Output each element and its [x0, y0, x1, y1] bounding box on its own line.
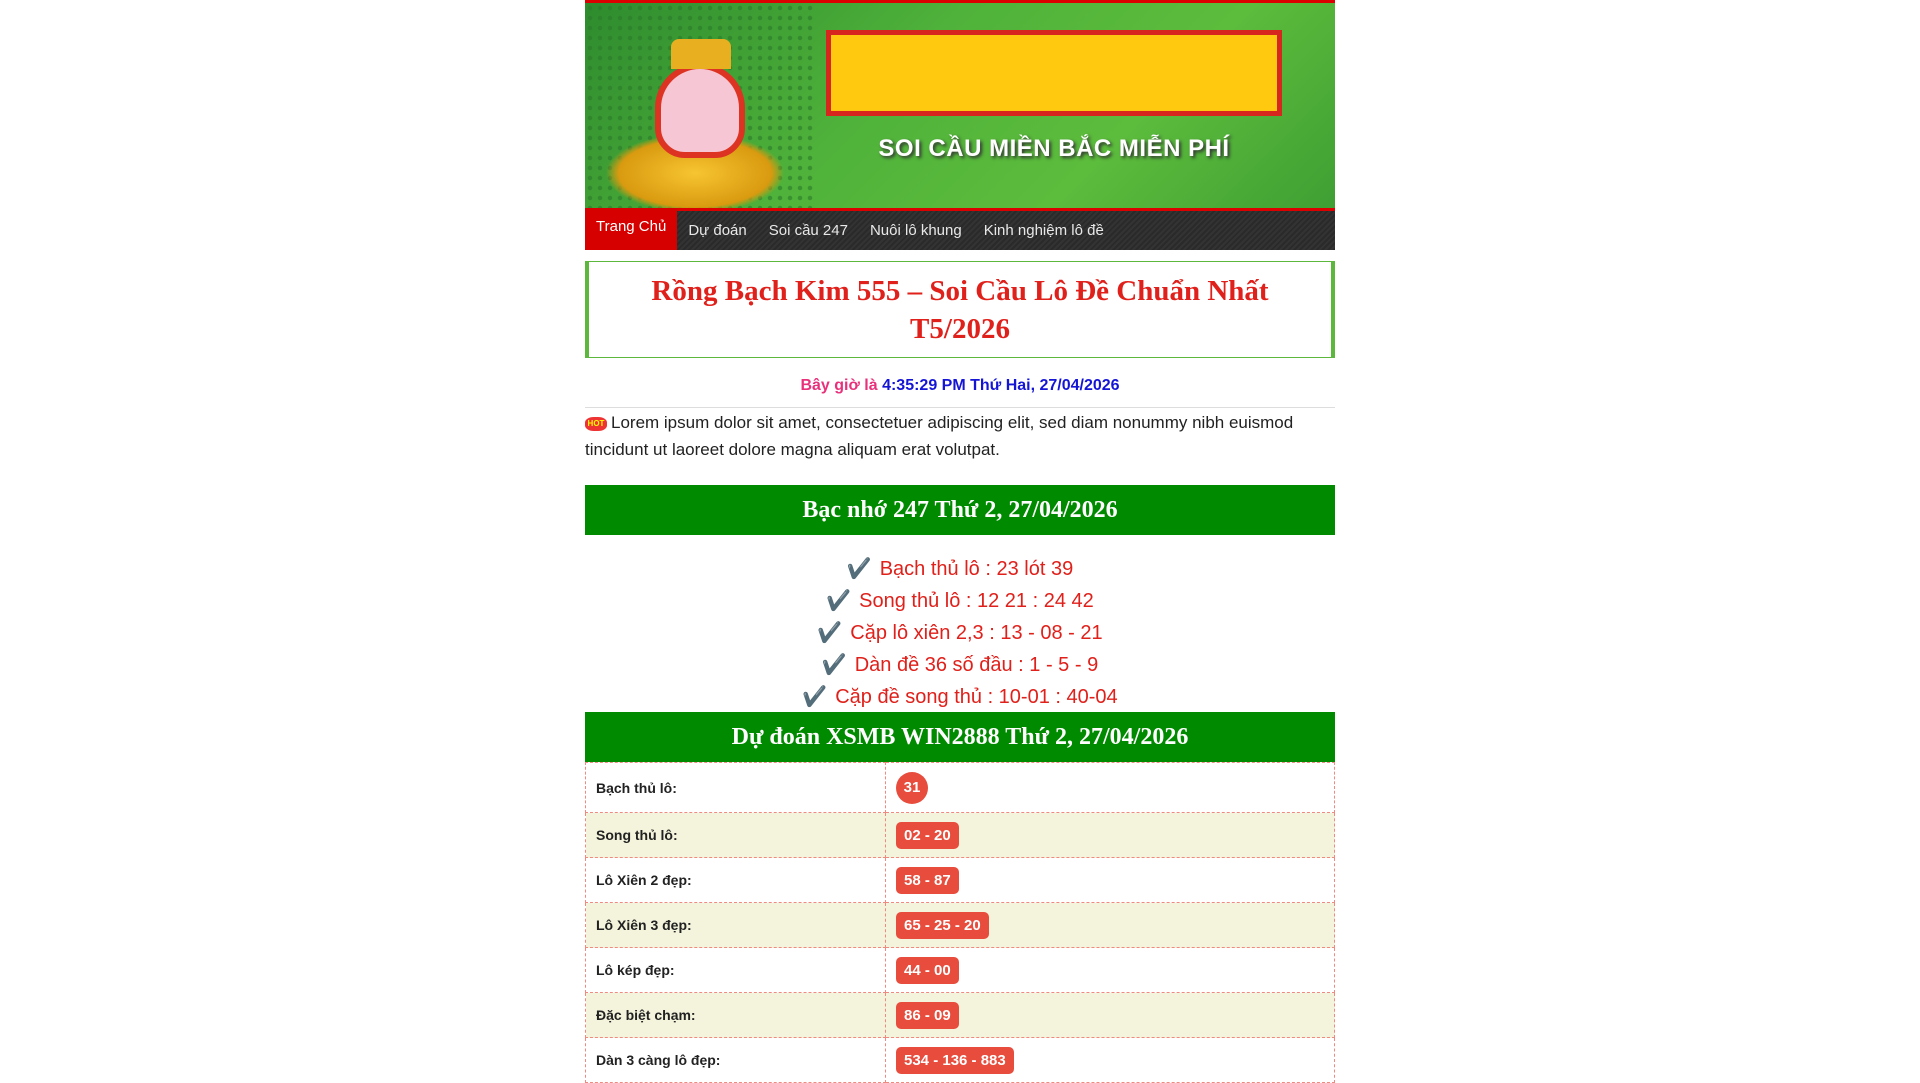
item-text: Bạch thủ lô : 23 lót 39	[879, 558, 1074, 580]
current-time	[585, 358, 1335, 408]
banner-slogan: SOI CẦU MIỀN BẮC MIỄN PHÍ	[878, 135, 1230, 162]
page-title: Rồng Bạch Kim 555 – Soi Cầu Lô Đề Chuẩn Nhất T5/2026	[585, 261, 1335, 358]
main-nav	[585, 208, 1335, 250]
intro-text	[585, 408, 1335, 485]
table-row	[586, 993, 1335, 1038]
list-item	[585, 617, 1335, 649]
nav-kinh-nghiem[interactable]: Kinh nghiệm lô đề	[983, 222, 1104, 239]
banner-ad-box	[826, 30, 1282, 116]
page	[585, 0, 1335, 1083]
bac-nho-heading: Bạc nhớ 247 Thứ 2, 27/04/2026	[585, 485, 1335, 535]
value-badge: 65 - 25 - 20	[896, 912, 989, 939]
value-badge: 31	[896, 772, 928, 804]
list-item	[585, 649, 1335, 681]
row-label: Lô Xiên 2 đẹp:	[586, 858, 886, 903]
row-value-cell	[886, 1038, 1335, 1083]
list-item	[585, 553, 1335, 585]
table-row	[586, 948, 1335, 993]
table-row	[586, 1038, 1335, 1083]
item-text: Dàn đề 36 số đầu : 1 - 5 - 9	[854, 654, 1099, 676]
table-row	[586, 813, 1335, 858]
row-value-cell	[886, 903, 1335, 948]
value-badge: 58 - 87	[896, 867, 959, 894]
value-badge: 86 - 09	[896, 1002, 959, 1029]
row-label: Bạch thủ lô:	[586, 763, 886, 813]
du-doan-heading: Dự đoán XSMB WIN2888 Thứ 2, 27/04/2026	[585, 712, 1335, 762]
check-icon: ✔️	[846, 558, 872, 580]
check-icon: ✔️	[821, 654, 847, 676]
row-value-cell	[886, 858, 1335, 903]
check-icon: ✔️	[826, 590, 852, 612]
row-value-cell	[886, 993, 1335, 1038]
intro-body: Lorem ipsum dolor sit amet, consectetuer adipiscing elit, sed diam nonummy nibh euismod tincidunt ut laoreet dolore magna aliquam erat volutpat.	[585, 413, 1294, 459]
bac-nho-list	[585, 535, 1335, 712]
header-banner[interactable]	[585, 0, 1335, 208]
time-value: 4:35:29 PM Thứ Hai, 27/04/2026	[882, 377, 1120, 394]
row-label: Đặc biệt chạm:	[586, 993, 886, 1038]
row-value-cell	[886, 763, 1335, 813]
item-text: Cặp đề song thủ : 10-01 : 40-04	[835, 686, 1118, 708]
row-value-cell	[886, 813, 1335, 858]
value-badge: 534 - 136 - 883	[896, 1047, 1014, 1074]
nav-soi-cau-247[interactable]: Soi cầu 247	[768, 222, 848, 239]
row-label: Lô Xiên 3 đẹp:	[586, 903, 886, 948]
row-label: Lô kép đẹp:	[586, 948, 886, 993]
table-row	[586, 763, 1335, 813]
prediction-table	[585, 762, 1335, 1083]
time-label: Bây giờ là	[800, 377, 878, 394]
item-text: Song thủ lô : 12 21 : 24 42	[859, 590, 1094, 612]
nav-home[interactable]: Trang Chủ	[585, 203, 677, 250]
hot-icon: HOT	[585, 417, 607, 431]
item-text: Cặp lô xiên 2,3 : 13 - 08 - 21	[850, 622, 1103, 644]
table-row	[586, 903, 1335, 948]
row-label: Song thủ lô:	[586, 813, 886, 858]
value-badge: 44 - 00	[896, 957, 959, 984]
check-icon: ✔️	[802, 686, 828, 708]
list-item	[585, 681, 1335, 713]
row-value-cell	[886, 948, 1335, 993]
mascot-image	[655, 63, 745, 158]
row-label: Dàn 3 càng lô đẹp:	[586, 1038, 886, 1083]
nav-nuoi-lo-khung[interactable]: Nuôi lô khung	[869, 222, 962, 239]
value-badge: 02 - 20	[896, 822, 959, 849]
list-item	[585, 585, 1335, 617]
table-row	[586, 858, 1335, 903]
check-icon: ✔️	[817, 622, 843, 644]
nav-du-doan[interactable]: Dự đoán	[688, 222, 747, 239]
